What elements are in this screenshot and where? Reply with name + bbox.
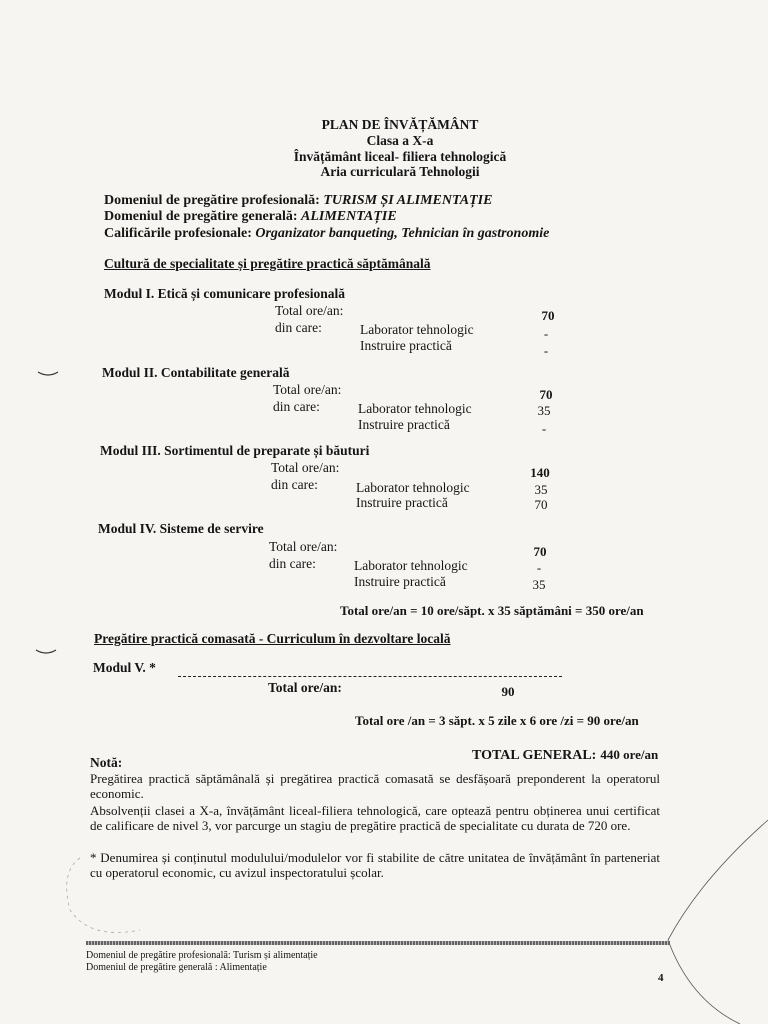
module-3-practice: 70 — [534, 497, 548, 512]
module-5-title: Modul V. * — [93, 660, 156, 675]
grand-total-value: 440 ore/an — [600, 747, 659, 762]
module-1-of-which: din care: — [275, 320, 322, 335]
module-2-practice: - — [541, 421, 547, 436]
module-2-total: 70 — [539, 387, 553, 402]
module-2-lab: 35 — [537, 403, 551, 418]
module-4-total: 70 — [533, 544, 547, 559]
module-1-practice: - — [543, 343, 549, 358]
total-line-1: Total ore/an = 10 ore/săpt. x 35 săptămâni = 350 ore/an — [340, 603, 644, 618]
module-4-practice: 35 — [532, 577, 546, 592]
footer-line-1: Domeniul de pregătire profesională: Turism și alimentație — [86, 950, 318, 961]
footer-rule — [86, 941, 670, 945]
module-1-total: 70 — [541, 308, 555, 323]
module-4-title: Modul IV. Sisteme de servire — [98, 521, 264, 536]
module-5-total: 90 — [501, 684, 515, 699]
module-3-practice-label: Instruire practică — [356, 495, 448, 510]
doc-title: PLAN DE ÎNVĂȚĂMÂNT — [321, 117, 479, 132]
module-1-practice-label: Instruire practică — [360, 338, 452, 353]
note-paragraph-3: * Denumirea și conținutul modulului/modulelor vor fi stabilite de către unitatea de învățământ în parteneriat cu operatorul economic, cu avizul inspectoratului școlar. — [90, 850, 660, 880]
module-5-total-label: Total ore/an: — [268, 680, 342, 695]
footer-line-2: Domeniul de pregătire generală : Alimentație — [86, 962, 267, 973]
module-1-total-label: Total ore/an: — [275, 303, 344, 318]
grand-total-label: TOTAL GENERAL: — [472, 748, 597, 763]
qual-value: Organizator banqueting, Tehnician în gastronomie — [255, 226, 550, 241]
domain-prof-label: Domeniul de pregătire profesională: — [104, 193, 320, 208]
module-3-of-which: din care: — [271, 477, 318, 492]
section-heading-1: Cultură de specialitate și pregătire practică săptămânală — [104, 256, 431, 271]
module-2-lab-label: Laborator tehnologic — [358, 401, 472, 416]
module-1-lab-label: Laborator tehnologic — [360, 322, 474, 337]
note-paragraph-1: Pregătirea practică săptămânală și pregătirea practică comasată se desfășoară preponderent la operatorul economic. — [90, 771, 660, 801]
page-number: 4 — [658, 972, 664, 984]
module-4-of-which: din care: — [269, 556, 316, 571]
doc-education: Învățământ liceal- filiera tehnologică — [293, 149, 507, 164]
doc-class: Clasa a X-a — [366, 133, 434, 148]
module-3-total-label: Total ore/an: — [271, 460, 340, 475]
module-4-lab-label: Laborator tehnologic — [354, 558, 468, 573]
qual-label: Calificările profesionale: — [104, 226, 252, 241]
module-3-lab-label: Laborator tehnologic — [356, 480, 470, 495]
total-line-2: Total ore /an = 3 săpt. x 5 zile x 6 ore /zi = 90 ore/an — [355, 713, 639, 728]
module-3-total: 140 — [530, 465, 550, 480]
module-4-total-label: Total ore/an: — [269, 539, 338, 554]
doc-area: Aria curriculară Tehnologii — [320, 164, 480, 179]
module-1-title: Modul I. Etică și comunicare profesională — [104, 286, 346, 301]
module-1-lab: - — [543, 326, 549, 341]
domain-prof-value: TURISM ȘI ALIMENTAȚIE — [323, 193, 493, 208]
note-paragraph-2: Absolvenții clasei a X-a, învățământ liceal-filiera tehnologică, care optează pentru obținerea unui certificat de calificare de nivel 3, vor parcurge un stagiu de pregătire practică de specialitate cu durata de 720 ore. — [90, 803, 660, 833]
module-3-lab: 35 — [534, 482, 548, 497]
module-2-practice-label: Instruire practică — [358, 417, 450, 432]
module-3-title: Modul III. Sortimentul de preparate și băuturi — [100, 443, 370, 458]
domain-gen-value: ALIMENTAȚIE — [301, 209, 397, 224]
module-4-lab: - — [536, 560, 542, 575]
note-label: Notă: — [90, 755, 123, 770]
section-heading-2: Pregătire practică comasată - Curriculum în dezvoltare locală — [94, 631, 451, 646]
domain-gen-label: Domeniul de pregătire generală: — [104, 209, 298, 224]
module-4-practice-label: Instruire practică — [354, 574, 446, 589]
module-2-total-label: Total ore/an: — [273, 382, 342, 397]
module-2-of-which: din care: — [273, 399, 320, 414]
module-2-title: Modul II. Contabilitate generală — [102, 365, 290, 380]
